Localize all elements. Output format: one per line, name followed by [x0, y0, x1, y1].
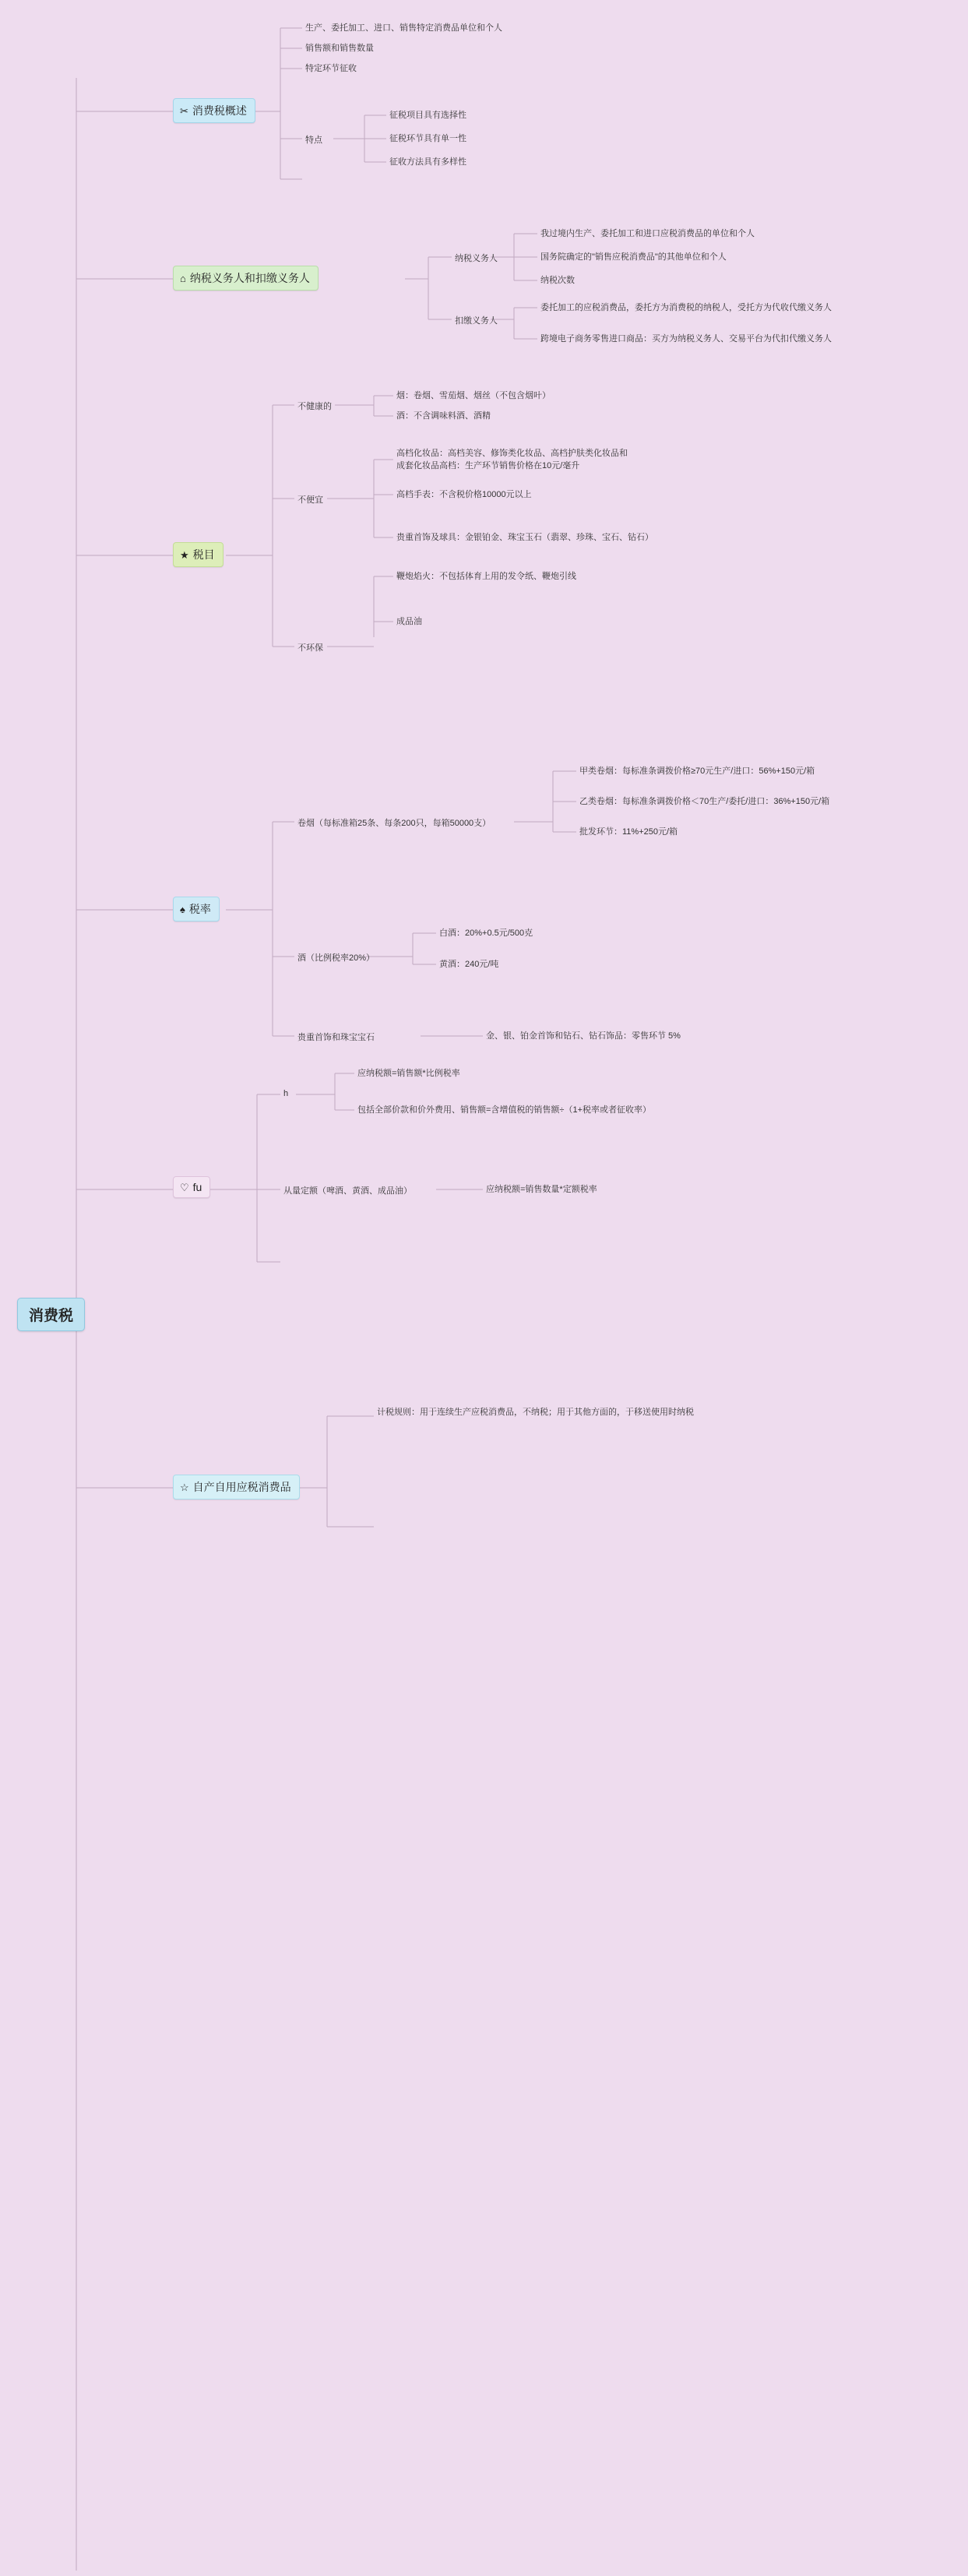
overview-item-0: 生产、委托加工、进口、销售特定消费品单位和个人 — [305, 23, 502, 33]
star-icon: ★ — [180, 548, 189, 561]
taxrate-group-2-label: 贵重首饰和珠宝宝石 — [297, 1033, 375, 1042]
taxitems-group-1-label: 不便宜 — [297, 495, 323, 505]
topic-selfuse-label: 自产自用应税消费品 — [192, 1481, 291, 1493]
scissors-icon: ✂ — [180, 104, 188, 117]
overview-feature-2: 征收方法具有多样性 — [389, 157, 466, 167]
fu-group-0-label: h — [283, 1089, 289, 1098]
overview-feature-1: 征税环节具有单一性 — [389, 134, 466, 143]
taxrate-g0-item-0: 甲类卷烟：每标准条调拨价格≥70元生产/进口：56%+150元/箱 — [579, 766, 815, 776]
taxpayer-g0-item-0: 我过境内生产、委托加工和进口应税消费品的单位和个人 — [540, 229, 755, 238]
topic-taxrate-label: 税率 — [188, 903, 211, 915]
overview-feature-0: 征税项目具有选择性 — [389, 111, 466, 120]
taxrate-g1-item-0: 白酒：20%+0.5元/500克 — [439, 929, 533, 938]
fu-group-1-label: 从量定额（啤酒、黄酒、成品油） — [283, 1186, 412, 1196]
taxitems-g1-item-0: 高档化妆品：高档美容、修饰类化妆品、高档护肤类化妆品和成套化妆品高档：生产环节销售价格在10元/毫升 — [396, 449, 628, 470]
taxitems-g0-item-0: 烟：卷烟、雪茄烟、烟丝（不包含烟叶） — [396, 391, 551, 400]
fu-g0-item-0: 应纳税额=销售额*比例税率 — [357, 1069, 460, 1078]
taxitems-g2-item-1: 成品油 — [396, 617, 422, 626]
home-icon: ⌂ — [180, 272, 186, 284]
taxpayer-g0-item-2: 纳税次数 — [540, 276, 575, 285]
topic-taxitems[interactable] — [173, 542, 224, 567]
taxpayer-g1-item-1: 跨境电子商务零售进口商品：买方为纳税义务人、交易平台为代扣代缴义务人 — [540, 334, 832, 344]
taxrate-g0-item-2: 批发环节：11%+250元/箱 — [579, 827, 678, 837]
taxitems-g1-item-2: 贵重首饰及球具：金银铂金、珠宝玉石（翡翠、珍珠、宝石、钻石） — [396, 533, 653, 542]
taxpayer-group-0-label: 纳税义务人 — [455, 254, 498, 263]
topic-taxitems-label: 税目 — [192, 548, 215, 561]
fu-g0-item-1: 包括全部价款和价外费用、销售额=含增值税的销售额÷（1+税率或者征收率） — [357, 1105, 651, 1115]
taxpayer-group-1-label: 扣缴义务人 — [455, 316, 498, 326]
taxpayer-g0-item-1: 国务院确定的"销售应税消费品"的其他单位和个人 — [540, 252, 727, 262]
taxrate-group-1-label: 酒（比例税率20%） — [297, 953, 375, 963]
overview-item-1: 销售额和销售数量 — [305, 44, 374, 53]
topic-fu[interactable] — [173, 1176, 210, 1198]
topic-overview-label: 消费税概述 — [192, 104, 247, 117]
taxrate-g2-item-0: 金、银、铂金首饰和钻石、钻石饰品：零售环节 5% — [486, 1031, 681, 1041]
root-node[interactable]: 消费税 — [17, 1298, 85, 1331]
topic-fu-label: fu — [192, 1181, 202, 1193]
selfuse-item-0: 计税规则：用于连续生产应税消费品，不纳税；用于其他方面的，于移送使用时纳税 — [377, 1408, 694, 1417]
taxrate-g0-item-1: 乙类卷烟：每标准条调拨价格＜70生产/委托/进口：36%+150元/箱 — [579, 797, 830, 806]
topic-selfuse[interactable] — [173, 1475, 300, 1499]
taxpayer-g1-item-0: 委托加工的应税消费品，委托方为消费税的纳税人，受托方为代收代缴义务人 — [540, 303, 832, 312]
topic-overview[interactable] — [173, 98, 255, 123]
star-outline-icon: ☆ — [180, 1481, 189, 1493]
fu-g1-item-0: 应纳税额=销售数量*定额税率 — [486, 1185, 597, 1194]
taxitems-g1-item-1: 高档手表：不含税价格10000元以上 — [396, 490, 532, 499]
overview-item-2: 特定环节征收 — [305, 64, 357, 73]
overview-feature-label: 特点 — [305, 136, 322, 145]
taxitems-group-0-label: 不健康的 — [297, 402, 332, 411]
taxitems-g0-item-1: 酒：不含调味料酒、酒精 — [396, 411, 491, 421]
topic-taxrate[interactable] — [173, 897, 220, 922]
spade-icon: ♠ — [180, 903, 185, 915]
taxitems-group-2-label: 不环保 — [297, 643, 323, 653]
taxitems-g2-item-0: 鞭炮焰火：不包括体育上用的发令纸、鞭炮引线 — [396, 572, 576, 581]
taxrate-group-0-label: 卷烟（每标准箱25条、每条200只，每箱50000支） — [297, 819, 491, 828]
taxrate-g1-item-1: 黄酒：240元/吨 — [439, 960, 499, 969]
topic-taxpayer-label: 纳税义务人和扣缴义务人 — [189, 272, 310, 284]
heart-icon: ♡ — [180, 1181, 189, 1193]
topic-taxpayer[interactable] — [173, 266, 319, 291]
